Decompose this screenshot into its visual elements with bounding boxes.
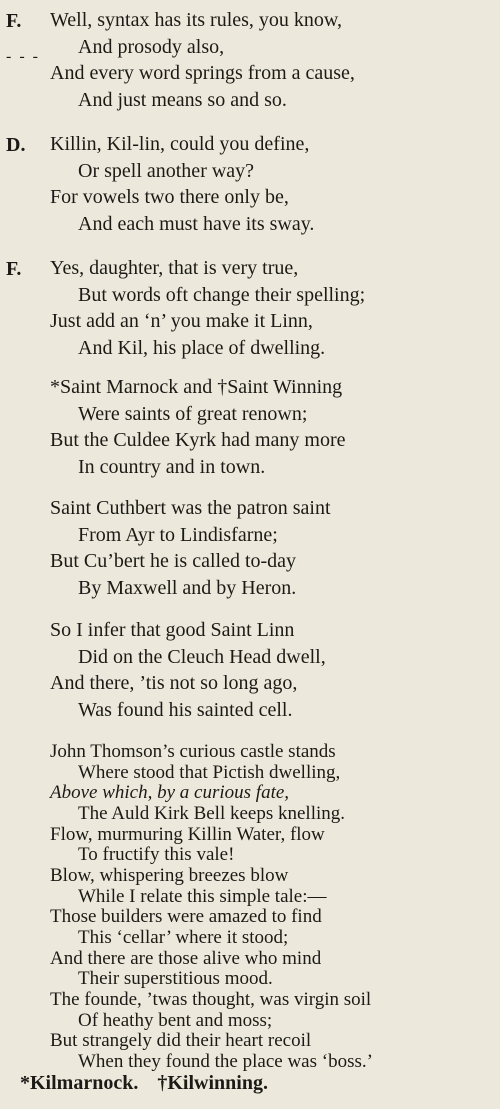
poem-line: Were saints of great renown; bbox=[78, 403, 308, 425]
poem-line: Saint Cuthbert was the patron saint bbox=[50, 497, 331, 519]
poem-line: Their superstitious mood. bbox=[78, 968, 273, 989]
poem-line: By Maxwell and by Heron. bbox=[78, 577, 297, 599]
poem-line: Well, syntax has its rules, you know, bbox=[50, 9, 343, 31]
poem-line: *Saint Marnock and †Saint Winning bbox=[50, 376, 343, 398]
poem-line: From Ayr to Lindisfarne; bbox=[78, 524, 278, 546]
poem-line: But the Culdee Kyrk had many more bbox=[50, 429, 346, 451]
poem-line: Killin, Kil-lin, could you define, bbox=[50, 133, 310, 155]
poem-line: To fructify this vale! bbox=[78, 844, 235, 865]
poem-line: In country and in town. bbox=[78, 456, 266, 478]
dash-mark: - - - bbox=[6, 48, 40, 65]
footnote-kilwinning: †Kilwinning. bbox=[157, 1072, 268, 1094]
poem-line: Of heathy bent and moss; bbox=[78, 1010, 273, 1031]
speaker-label: F. bbox=[6, 258, 22, 280]
poem-line: Flow, murmuring Killin Water, flow bbox=[50, 824, 325, 845]
poem-line: Just add an ‘n’ you make it Linn, bbox=[50, 310, 313, 332]
poem-line: So I infer that good Saint Linn bbox=[50, 619, 295, 641]
speaker-label: F. bbox=[6, 10, 22, 32]
poem-line: This ‘cellar’ where it stood; bbox=[78, 927, 289, 948]
poem-line: But Cu’bert he is called to-day bbox=[50, 550, 297, 572]
poem-line: And Kil, his place of dwelling. bbox=[78, 337, 326, 359]
poem-line: And prosody also, bbox=[78, 36, 225, 58]
poem-line: The Auld Kirk Bell keeps knelling. bbox=[78, 803, 346, 824]
poem-line: And just means so and so. bbox=[78, 89, 287, 111]
poem-line: Or spell another way? bbox=[78, 160, 255, 182]
poem-line: Did on the Cleuch Head dwell, bbox=[78, 646, 326, 668]
poem-line: Where stood that Pictish dwelling, bbox=[78, 762, 341, 783]
poem-line: For vowels two there only be, bbox=[50, 186, 289, 208]
poem-line: But words oft change their spelling; bbox=[78, 284, 366, 306]
poem-line: And there are those alive who mind bbox=[50, 948, 322, 969]
poem-line: John Thomson’s curious castle stands bbox=[50, 741, 336, 762]
poem-line: Blow, whispering breezes blow bbox=[50, 865, 289, 886]
poem-line: And there, ’tis not so long ago, bbox=[50, 672, 298, 694]
speaker-label: D. bbox=[6, 134, 26, 156]
poem-line: And each must have its sway. bbox=[78, 213, 315, 235]
poem-line: Above which, by a curious fate, bbox=[50, 782, 290, 803]
poem-line: Yes, daughter, that is very true, bbox=[50, 257, 299, 279]
poem-line: And every word springs from a cause, bbox=[50, 62, 355, 84]
poem-line: Was found his sainted cell. bbox=[78, 699, 293, 721]
poem-line: The founde, ’twas thought, was virgin soil bbox=[50, 989, 372, 1010]
poem-line: But strangely did their heart recoil bbox=[50, 1030, 312, 1051]
poem-line: While I relate this simple tale:— bbox=[78, 886, 327, 907]
poem-line: When they found the place was ‘boss.’ bbox=[78, 1051, 373, 1072]
poem-line: Those builders were amazed to find bbox=[50, 906, 322, 927]
footnotes bbox=[20, 1072, 282, 1095]
footnote-kilmarnock: *Kilmarnock. bbox=[20, 1072, 139, 1094]
